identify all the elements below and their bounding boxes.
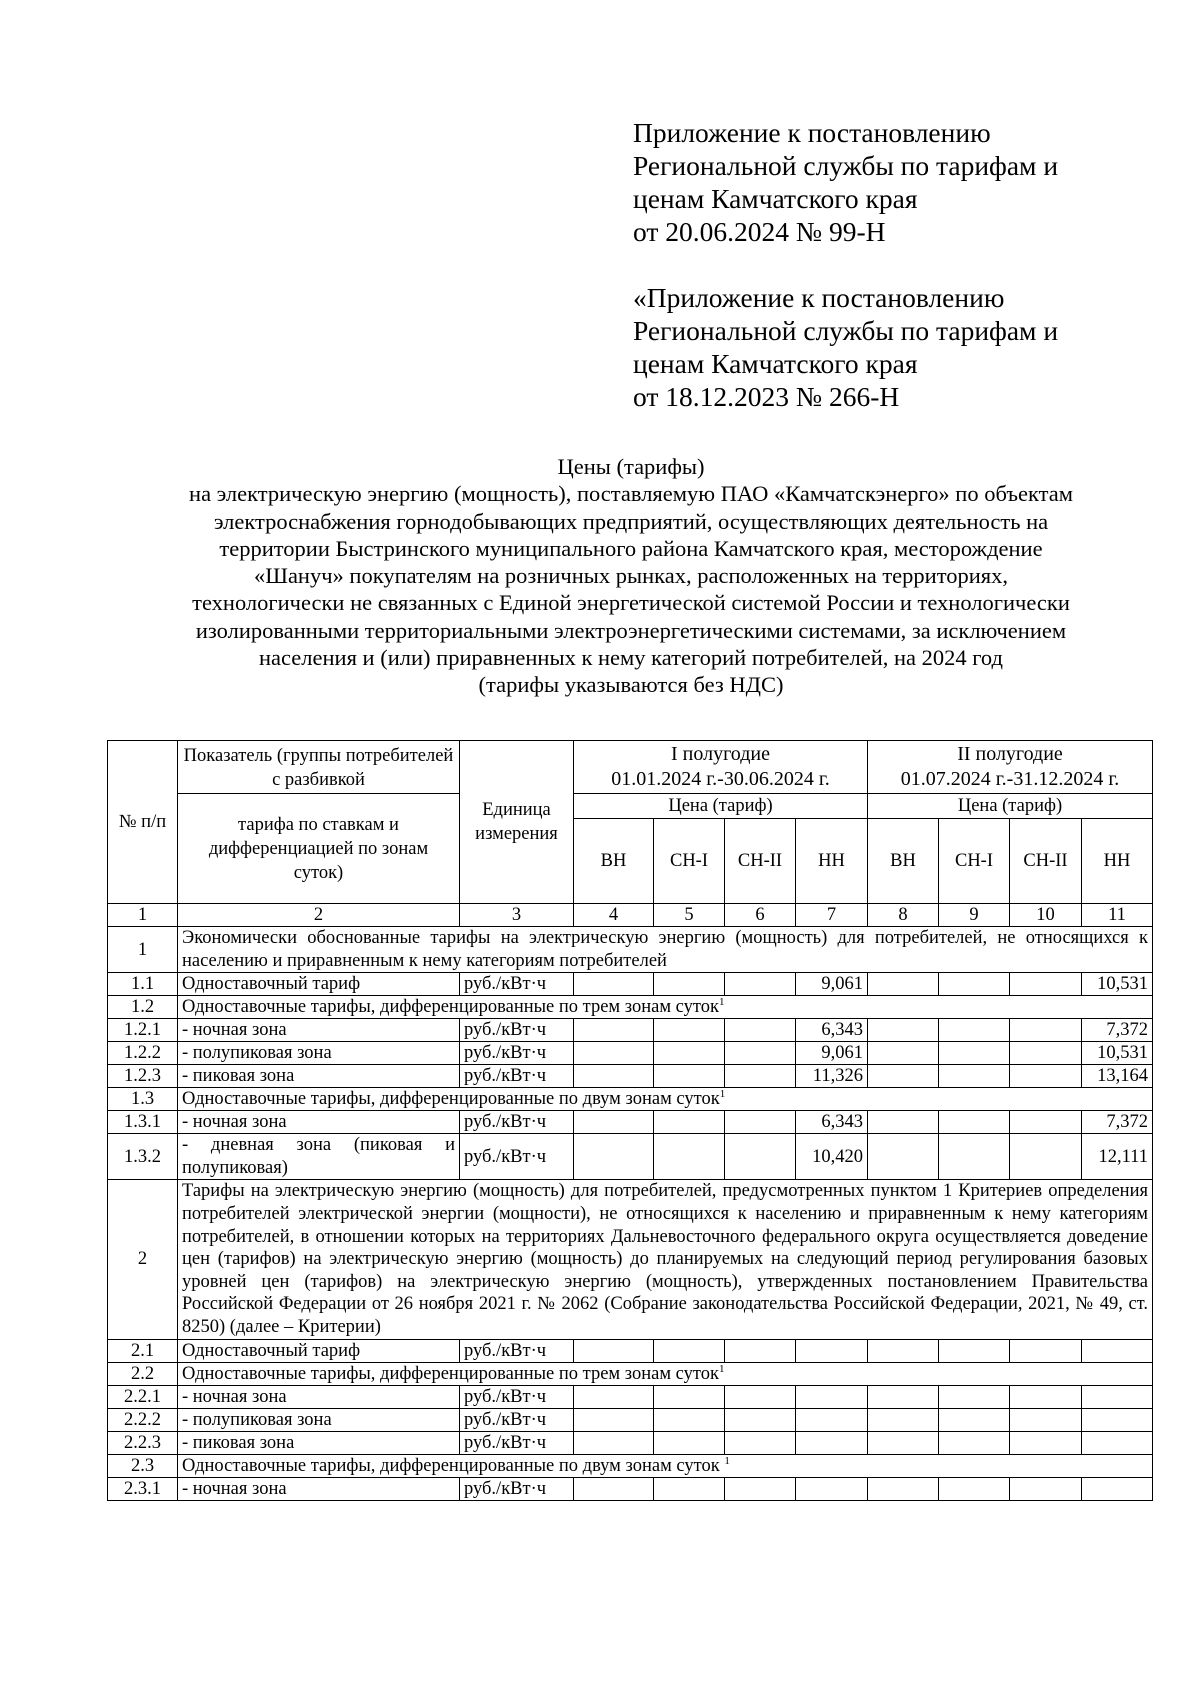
title-line: изолированными территориальными электроэнергетическими системами, за исключением bbox=[195, 617, 1067, 643]
tariff-value bbox=[654, 1431, 725, 1454]
row-num: 1.2.1 bbox=[108, 1019, 178, 1042]
column-number: 10 bbox=[1010, 904, 1082, 927]
row-num: 2.1 bbox=[108, 1339, 178, 1362]
tariff-value: 9,061 bbox=[796, 973, 868, 996]
appendix-line: Региональной службы по тарифам и bbox=[633, 150, 1059, 181]
subgroup-text-cell bbox=[178, 996, 1153, 1019]
row-name: - ночная зона bbox=[178, 1111, 460, 1134]
footnote-mark: 1 bbox=[718, 1362, 725, 1375]
tariff-value bbox=[1010, 1134, 1082, 1180]
subgroup-row bbox=[108, 1088, 1153, 1111]
title-line: «Шануч» покупателям на розничных рынках, расположенных на территориях, bbox=[254, 563, 1008, 589]
tariff-value bbox=[868, 1408, 939, 1431]
row-unit: руб./кВт·ч bbox=[460, 1065, 574, 1088]
column-number: 3 bbox=[460, 904, 574, 927]
tariff-row bbox=[108, 1385, 1153, 1408]
header-level-sn1: СН-I bbox=[654, 819, 725, 904]
section-text: Тарифы на электрическую энергию (мощность) для потребителей, предусмотренных пунктом 1 Критериев определения потребителей электрической энергии (мощности), не относящихся к населению и приравненным к нему категориям потребителей, в отношении которых на территориях Дальневосточного федерального округа осуществляется доведение цен (тарифов) на электрическую энергию (мощность) до планируемых на следующий период регулирования базовых уровней цен (тарифов) на электрическую энергию (мощность), утвержденных постановлением Правительства Российской Федерации от 26 ноября 2021 г. № 2062 (Собрание законодательства Российской Федерации, 2021, № 49, ст. 8250) (далее – Критерии) bbox=[178, 1180, 1153, 1339]
header-indicator-top: Показатель (группы потребителей с разбивкой bbox=[178, 741, 460, 794]
tariff-value: 7,372 bbox=[1082, 1111, 1153, 1134]
row-unit: руб./кВт·ч bbox=[460, 1408, 574, 1431]
appendix-line: Региональной службы по тарифам и bbox=[633, 315, 1059, 346]
tariff-value: 6,343 bbox=[796, 1019, 868, 1042]
subgroup-text: Одноставочные тарифы, дифференцированные по двум зонам суток bbox=[182, 1455, 725, 1476]
appendix-line: ценам Камчатского края bbox=[633, 183, 918, 214]
tariff-row bbox=[108, 1339, 1153, 1362]
section-row bbox=[108, 927, 1153, 973]
row-num: 2.2.3 bbox=[108, 1431, 178, 1454]
title-line: электроснабжения горнодобывающих предприятий, осуществляющих деятельность на bbox=[213, 508, 1049, 534]
row-name: - полупиковая зона bbox=[178, 1042, 460, 1065]
tariff-value bbox=[725, 1477, 796, 1500]
row-name: - ночная зона bbox=[178, 1019, 460, 1042]
tariff-row bbox=[108, 1065, 1153, 1088]
tariff-value: 11,326 bbox=[796, 1065, 868, 1088]
tariff-value bbox=[868, 1431, 939, 1454]
subgroup-row bbox=[108, 1362, 1153, 1385]
row-num: 2.3.1 bbox=[108, 1477, 178, 1500]
tariff-value bbox=[939, 1042, 1010, 1065]
appendix-line: Приложение к постановлению bbox=[633, 117, 991, 148]
subgroup-row bbox=[108, 1454, 1153, 1477]
tariff-value bbox=[654, 1042, 725, 1065]
subgroup-text-cell bbox=[178, 1088, 1153, 1111]
subgroup-text: Одноставочные тарифы, дифференцированные по трем зонам суток bbox=[182, 997, 719, 1018]
row-num: 1.3.1 bbox=[108, 1111, 178, 1134]
tariff-value: 10,531 bbox=[1082, 973, 1153, 996]
document-title bbox=[0, 453, 1200, 699]
subgroup-text-cell bbox=[178, 1362, 1153, 1385]
tariff-value bbox=[939, 1477, 1010, 1500]
row-num: 1.2.3 bbox=[108, 1065, 178, 1088]
row-num: 1.3.2 bbox=[108, 1134, 178, 1180]
row-unit: руб./кВт·ч bbox=[460, 1385, 574, 1408]
tariff-value bbox=[1010, 1111, 1082, 1134]
tariff-value: 9,061 bbox=[796, 1042, 868, 1065]
title-heading: Цены (тарифы) bbox=[557, 454, 705, 479]
column-number: 1 bbox=[108, 904, 178, 927]
footnote-mark: 1 bbox=[724, 1454, 730, 1467]
tariff-value bbox=[574, 1042, 654, 1065]
header-price-half1: Цена (тариф) bbox=[574, 794, 868, 819]
tariff-value bbox=[939, 1019, 1010, 1042]
column-number: 5 bbox=[654, 904, 725, 927]
row-unit: руб./кВт·ч bbox=[460, 1134, 574, 1180]
tariff-value bbox=[939, 1431, 1010, 1454]
tariff-value bbox=[1082, 1431, 1153, 1454]
tariff-row bbox=[108, 1477, 1153, 1500]
tariff-value: 13,164 bbox=[1082, 1065, 1153, 1088]
row-num: 1.3 bbox=[108, 1088, 178, 1111]
tariff-value bbox=[1010, 1339, 1082, 1362]
subgroup-text: Одноставочные тарифы, дифференцированные по двум зонам суток bbox=[182, 1089, 720, 1110]
header-half1-title: I полугодие bbox=[671, 743, 770, 765]
row-unit: руб./кВт·ч bbox=[460, 1431, 574, 1454]
tariff-row bbox=[108, 1042, 1153, 1065]
row-num: 1.2 bbox=[108, 996, 178, 1019]
section-num: 1 bbox=[108, 927, 178, 973]
row-num: 1.2.2 bbox=[108, 1042, 178, 1065]
tariff-value bbox=[868, 1065, 939, 1088]
tariff-value bbox=[654, 973, 725, 996]
row-num: 2.3 bbox=[108, 1454, 178, 1477]
header-half1-period: 01.01.2024 г.-30.06.2024 г. bbox=[611, 768, 830, 790]
tariff-value bbox=[796, 1431, 868, 1454]
column-number: 4 bbox=[574, 904, 654, 927]
row-num: 2.2 bbox=[108, 1362, 178, 1385]
subgroup-text: Одноставочные тарифы, дифференцированные по трем зонам суток bbox=[182, 1363, 719, 1384]
tariff-value bbox=[574, 1111, 654, 1134]
tariff-value bbox=[574, 1339, 654, 1362]
tariff-value bbox=[725, 1431, 796, 1454]
tariff-value bbox=[574, 1134, 654, 1180]
header-level-sn2: СН-II bbox=[1010, 819, 1082, 904]
tariff-value bbox=[939, 1385, 1010, 1408]
subgroup-row bbox=[108, 996, 1153, 1019]
tariff-value bbox=[1010, 1408, 1082, 1431]
tariff-value bbox=[574, 1477, 654, 1500]
column-number: 2 bbox=[178, 904, 460, 927]
header-unit: Единица измерения bbox=[460, 741, 574, 904]
tariff-value bbox=[574, 1431, 654, 1454]
tariff-value bbox=[868, 1477, 939, 1500]
header-level-nn: НН bbox=[1082, 819, 1153, 904]
row-name: - дневная зона (пиковая и полупиковая) bbox=[178, 1134, 460, 1180]
tariff-value bbox=[1010, 973, 1082, 996]
header-level-vn: ВН bbox=[574, 819, 654, 904]
tariff-value bbox=[1010, 1019, 1082, 1042]
tariff-value bbox=[725, 973, 796, 996]
appendix-previous-resolution bbox=[633, 281, 1058, 413]
column-number: 9 bbox=[939, 904, 1010, 927]
tariff-value bbox=[654, 1111, 725, 1134]
header-half2-period: 01.07.2024 г.-31.12.2024 г. bbox=[900, 768, 1120, 790]
footnote-mark: 1 bbox=[719, 1088, 726, 1101]
section-text: Экономически обоснованные тарифы на электрическую энергию (мощность) для потребителей, не относящихся к населению и приравненным к нему категориям потребителей bbox=[178, 927, 1153, 973]
footnote-mark: 1 bbox=[718, 996, 725, 1009]
appendix-line: от 20.06.2024 № 99-Н bbox=[633, 216, 886, 247]
title-line: технологически не связанных с Единой энергетической системой России и технологически bbox=[192, 590, 1070, 616]
tariff-value bbox=[725, 1134, 796, 1180]
column-number-row bbox=[108, 904, 1153, 927]
column-number: 6 bbox=[725, 904, 796, 927]
section-num: 2 bbox=[108, 1180, 178, 1339]
header-level-sn1: СН-I bbox=[939, 819, 1010, 904]
row-num: 1.1 bbox=[108, 973, 178, 996]
header-level-sn2: СН-II bbox=[725, 819, 796, 904]
tariff-value bbox=[1010, 1477, 1082, 1500]
tariff-value bbox=[868, 1339, 939, 1362]
row-unit: руб./кВт·ч bbox=[460, 1339, 574, 1362]
tariff-row bbox=[108, 973, 1153, 996]
tariff-value bbox=[1010, 1385, 1082, 1408]
row-name: - ночная зона bbox=[178, 1477, 460, 1500]
tariff-value: 10,531 bbox=[1082, 1042, 1153, 1065]
row-unit: руб./кВт·ч bbox=[460, 1477, 574, 1500]
column-number: 8 bbox=[868, 904, 939, 927]
tariff-row bbox=[108, 1134, 1153, 1180]
tariff-value bbox=[654, 1019, 725, 1042]
tariff-value bbox=[868, 1042, 939, 1065]
tariff-value bbox=[868, 1134, 939, 1180]
row-unit: руб./кВт·ч bbox=[460, 1019, 574, 1042]
header-level-vn: ВН bbox=[868, 819, 939, 904]
tariff-value bbox=[939, 1111, 1010, 1134]
tariff-value bbox=[654, 1065, 725, 1088]
appendix-current-resolution bbox=[633, 116, 1058, 248]
appendix-line: «Приложение к постановлению bbox=[633, 282, 1005, 313]
tariff-value: 7,372 bbox=[1082, 1019, 1153, 1042]
tariff-row bbox=[108, 1019, 1153, 1042]
tariff-value bbox=[868, 1019, 939, 1042]
tariff-value bbox=[1010, 1065, 1082, 1088]
header-half2 bbox=[868, 741, 1153, 794]
tariff-value bbox=[1082, 1477, 1153, 1500]
tariff-value bbox=[654, 1134, 725, 1180]
tariff-value: 12,111 bbox=[1082, 1134, 1153, 1180]
tariff-value bbox=[1010, 1431, 1082, 1454]
tariff-value bbox=[939, 973, 1010, 996]
tariff-value bbox=[725, 1042, 796, 1065]
header-price-half2: Цена (тариф) bbox=[868, 794, 1153, 819]
header-half1 bbox=[574, 741, 868, 794]
header-indicator-bottom: тарифа по ставкам и дифференциацией по зонам суток) bbox=[178, 794, 460, 904]
tariff-value bbox=[654, 1408, 725, 1431]
tariff-value bbox=[654, 1385, 725, 1408]
tariff-value bbox=[574, 1408, 654, 1431]
tariff-value bbox=[1010, 1042, 1082, 1065]
tariff-value bbox=[939, 1065, 1010, 1088]
subgroup-text-cell bbox=[178, 1454, 1153, 1477]
tariff-table-body bbox=[108, 741, 1153, 1501]
row-num: 2.2.2 bbox=[108, 1408, 178, 1431]
row-name: - ночная зона bbox=[178, 1385, 460, 1408]
row-num: 2.2.1 bbox=[108, 1385, 178, 1408]
tariff-value bbox=[725, 1385, 796, 1408]
tariff-value bbox=[868, 1385, 939, 1408]
tariff-value bbox=[725, 1111, 796, 1134]
tariff-value bbox=[796, 1477, 868, 1500]
tariff-value bbox=[574, 973, 654, 996]
tariff-value bbox=[725, 1019, 796, 1042]
tariff-value bbox=[796, 1408, 868, 1431]
row-unit: руб./кВт·ч bbox=[460, 973, 574, 996]
tariff-value bbox=[939, 1408, 1010, 1431]
row-name: - пиковая зона bbox=[178, 1065, 460, 1088]
tariff-value bbox=[868, 973, 939, 996]
tariff-value: 6,343 bbox=[796, 1111, 868, 1134]
tariff-value bbox=[1082, 1339, 1153, 1362]
column-number: 11 bbox=[1082, 904, 1153, 927]
tariff-value bbox=[574, 1385, 654, 1408]
tariff-value: 10,420 bbox=[796, 1134, 868, 1180]
title-line: населения и (или) приравненных к нему категорий потребителей, на 2024 год bbox=[259, 645, 1003, 671]
tariff-row bbox=[108, 1431, 1153, 1454]
tariff-value bbox=[725, 1065, 796, 1088]
title-note: (тарифы указываются без НДС) bbox=[478, 672, 784, 698]
tariff-value bbox=[939, 1134, 1010, 1180]
tariff-value bbox=[1082, 1385, 1153, 1408]
row-unit: руб./кВт·ч bbox=[460, 1111, 574, 1134]
tariff-value bbox=[725, 1339, 796, 1362]
column-number: 7 bbox=[796, 904, 868, 927]
tariff-value bbox=[796, 1339, 868, 1362]
tariff-value bbox=[796, 1385, 868, 1408]
tariff-value bbox=[654, 1477, 725, 1500]
header-half2-title: II полугодие bbox=[957, 743, 1063, 765]
section-row bbox=[108, 1180, 1153, 1339]
tariff-value bbox=[654, 1339, 725, 1362]
tariff-row bbox=[108, 1408, 1153, 1431]
header-num: № п/п bbox=[108, 741, 178, 904]
tariff-value bbox=[939, 1339, 1010, 1362]
title-line: территории Быстринского муниципального района Камчатского края, месторождение bbox=[219, 535, 1043, 561]
row-name: - пиковая зона bbox=[178, 1431, 460, 1454]
row-name: - полупиковая зона bbox=[178, 1408, 460, 1431]
title-line: на электрическую энергию (мощность), поставляемую ПАО «Камчатскэнерго» по объектам bbox=[189, 481, 1073, 507]
header-level-nn: НН bbox=[796, 819, 868, 904]
tariff-value bbox=[574, 1065, 654, 1088]
tariff-value bbox=[1082, 1408, 1153, 1431]
tariff-row bbox=[108, 1111, 1153, 1134]
row-name: Одноставочный тариф bbox=[178, 1339, 460, 1362]
appendix-line: ценам Камчатского края bbox=[633, 348, 918, 379]
tariff-value bbox=[868, 1111, 939, 1134]
tariff-table bbox=[107, 740, 1153, 1501]
tariff-value bbox=[574, 1019, 654, 1042]
tariff-value bbox=[725, 1408, 796, 1431]
row-name: Одноставочный тариф bbox=[178, 973, 460, 996]
row-unit: руб./кВт·ч bbox=[460, 1042, 574, 1065]
appendix-line: от 18.12.2023 № 266-Н bbox=[633, 381, 900, 412]
